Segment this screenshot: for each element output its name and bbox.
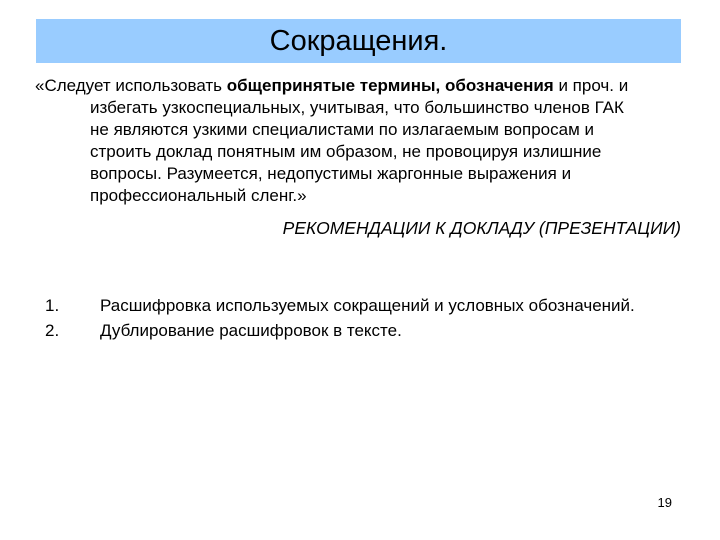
quote-line: избегать узкоспециальных, учитывая, что большинство членов ГАК — [90, 98, 624, 117]
quote-line: профессиональный сленг.» — [90, 186, 307, 205]
quote-attribution: РЕКОМЕНДАЦИИ К ДОКЛАДУ (ПРЕЗЕНТАЦИИ) — [282, 218, 681, 238]
quote-paragraph — [35, 75, 685, 207]
list-item-number: 2. — [45, 321, 60, 340]
page-title: Сокращения. — [269, 24, 448, 57]
numbered-list — [45, 293, 685, 343]
list-item-text: Расшифровка используемых сокращений и условных обозначений. — [100, 296, 635, 315]
quote-line1-bold: общепринятые термины, обозначения — [226, 76, 554, 95]
list-item-number: 1. — [45, 296, 60, 315]
quote-line1-suffix: и проч. и — [553, 76, 629, 95]
quote-line: строить доклад понятным им образом, не провоцируя излишние — [90, 142, 602, 161]
list-item — [45, 318, 685, 343]
quote-line: вопросы. Разумеется, недопустимы жаргонные выражения и — [90, 164, 572, 183]
quote-line — [35, 75, 685, 97]
quote-line: не являются узкими специалистами по излагаемым вопросам и — [90, 120, 594, 139]
quote-line1-prefix: «Следует использовать — [35, 76, 227, 95]
list-item-text: Дублирование расшифровок в тексте. — [100, 321, 402, 340]
list-item — [45, 293, 685, 318]
page-number: 19 — [657, 495, 672, 510]
slide-title-bar — [36, 19, 681, 63]
